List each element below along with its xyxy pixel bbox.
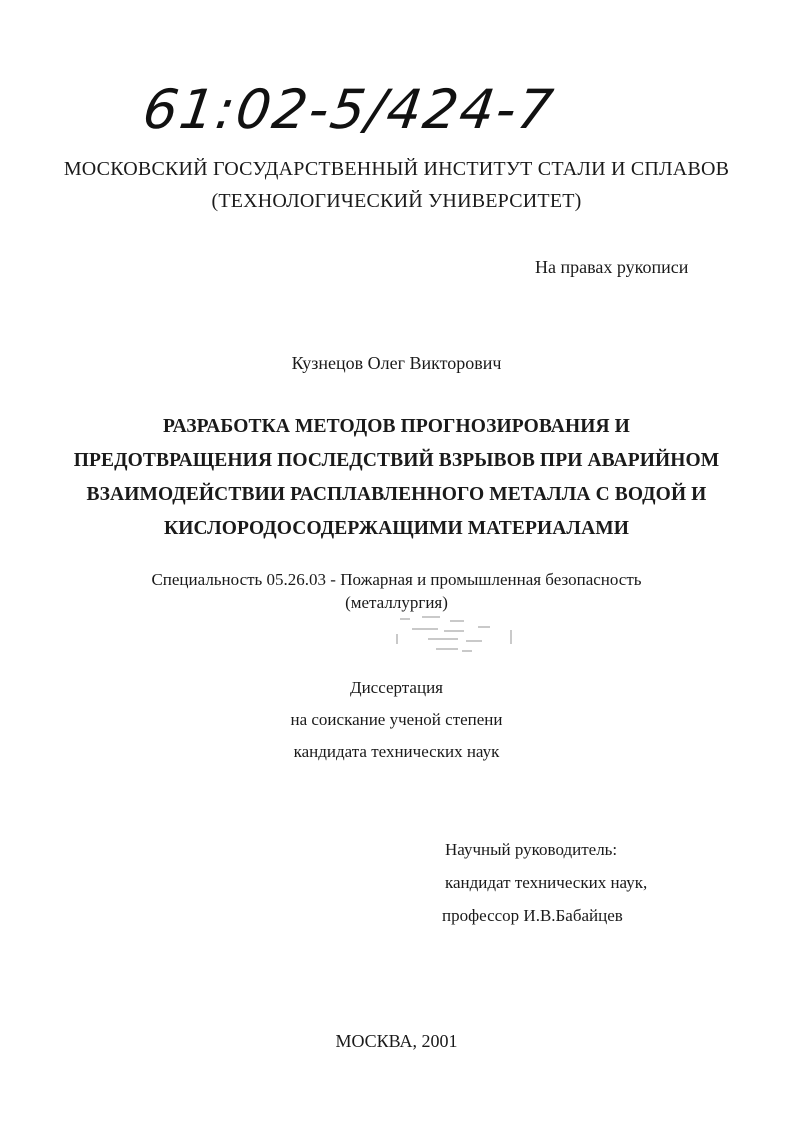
handwritten-archive-number: 61:02-5/424-7 xyxy=(139,78,559,141)
dissertation-degree-type: кандидата технических наук xyxy=(293,742,500,761)
thesis-title-line-1: РАЗРАБОТКА МЕТОДОВ ПРОГНОЗИРОВАНИЯ И xyxy=(163,416,630,437)
library-stamp xyxy=(392,612,532,662)
dissertation-label: Диссертация xyxy=(349,678,443,697)
specialty-line: Специальность 05.26.03 - Пожарная и промышленная безопасность xyxy=(151,570,642,589)
manuscript-rights-note: На правах рукописи xyxy=(535,257,689,277)
thesis-title-line-3: ВЗАИМОДЕЙСТВИИ РАСПЛАВЛЕННОГО МЕТАЛЛА С ВОДОЙ И xyxy=(86,484,707,505)
institute-name: МОСКОВСКИЙ ГОСУДАРСТВЕННЫЙ ИНСТИТУТ СТАЛИ И СПЛАВОВ xyxy=(63,158,730,180)
thesis-title-line-2: ПРЕДОТВРАЩЕНИЯ ПОСЛЕДСТВИЙ ВЗРЫВОВ ПРИ АВАРИЙНОМ xyxy=(73,450,720,471)
specialty-field: (металлургия) xyxy=(345,593,448,612)
thesis-title-line-4: КИСЛОРОДОСОДЕРЖАЩИМИ МАТЕРИАЛАМИ xyxy=(163,518,630,539)
advisor-name: профессор И.В.Бабайцев xyxy=(442,906,623,925)
institute-subtitle: (ТЕХНОЛОГИЧЕСКИЙ УНИВЕРСИТЕТ) xyxy=(211,190,582,212)
city-year: МОСКВА, 2001 xyxy=(335,1031,458,1051)
dissertation-degree-line: на соискание ученой степени xyxy=(290,710,503,729)
advisor-degree: кандидат технических наук, xyxy=(445,873,648,892)
author-name: Кузнецов Олег Викторович xyxy=(291,353,502,373)
advisor-label: Научный руководитель: xyxy=(445,840,618,859)
